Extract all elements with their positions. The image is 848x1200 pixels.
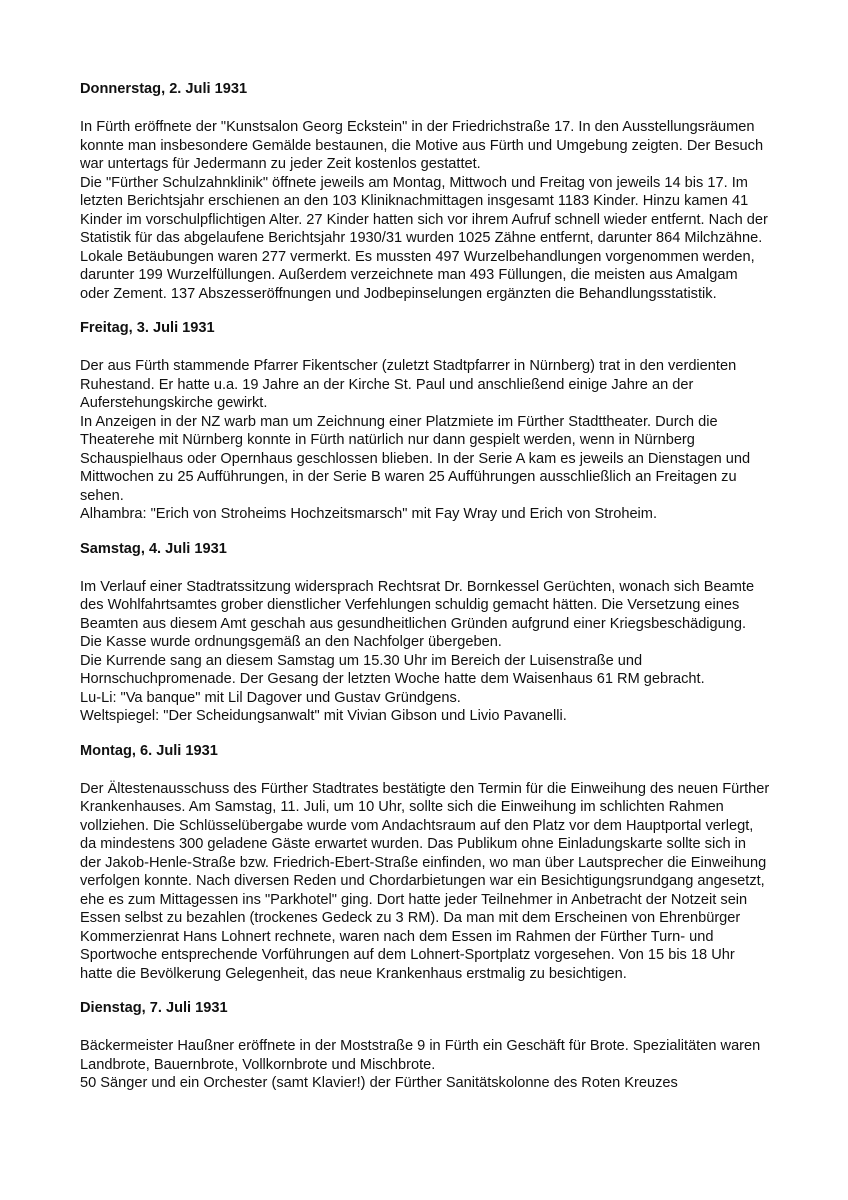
entry-date-heading: Donnerstag, 2. Juli 1931	[80, 81, 248, 97]
entry-paragraph: Alhambra: "Erich von Stroheims Hochzeitsmarsch" mit Fay Wray und Erich von Stroheim.	[80, 506, 658, 522]
diary-entry	[80, 319, 770, 524]
entry-paragraph: In Anzeigen in der NZ warb man um Zeichnung einer Platzmiete im Fürther Stadttheater. Durch die Theaterehe mit Nürnberg konnte in Fürth natürlich nur dann gespielt werden, wenn in Nürnberg Schauspielhaus oder Opernhaus geschlossen blieben. In der Serie A kam es jeweils an Dienstagen und Mittwochen zu 25 Aufführungen, in der Serie B waren 25 Aufführungen ausschließlich an Freitagen zu sehen.	[80, 413, 751, 504]
entry-body	[80, 357, 770, 524]
entry-paragraph: Die "Fürther Schulzahnklinik" öffnete jeweils am Montag, Mittwoch und Freitag von jeweils 14 bis 17. Im letzten Berichtsjahr erschienen an den 103 Kliniknachmittagen insgesamt 1183 Kinder. Hinzu kamen 41 Kinder im vorschulpflichtigen Alter. 27 Kinder hatten sich vor ihrem Aufruf schnell wieder entfernt. Nach der Statistik für das abgelaufene Berichtsjahr 1930/31 wurden 1025 Zähne entfernt, darunter 864 Milchzähne. Lokale Betäubungen waren 277 vermerkt. Es mussten 497 Wurzelbehandlungen vorgenommen werden, darunter 199 Wurzelfüllungen. Außerdem verzeichnete man 493 Füllungen, die meisten aus Amalgam oder Zement. 137 Abszesseröffnungen und Jodbepinselungen ergänzten die Behandlungsstatistik.	[80, 174, 768, 302]
entry-paragraph: 50 Sänger und ein Orchester (samt Klavier!) der Fürther Sanitätskolonne des Roten Kreuzes	[80, 1075, 678, 1091]
entry-body	[80, 118, 770, 303]
entry-paragraph: In Fürth eröffnete der "Kunstsalon Georg Eckstein" in der Friedrichstraße 17. In den Ausstellungsräumen konnte man insbesondere Gemälde bestaunen, die Motive aus Fürth und Umgebung zeigten. Der Besuch war untertags für Jedermann zu jeder Zeit kostenlos gestattet.	[80, 119, 764, 172]
entry-date-heading: Freitag, 3. Juli 1931	[80, 320, 215, 336]
diary-entry	[80, 742, 770, 984]
entry-paragraph: Lu-Li: "Va banque" mit Lil Dagover und Gustav Gründgens.	[80, 689, 461, 706]
entry-paragraph: Bäckermeister Haußner eröffnete in der Moststraße 9 in Fürth ein Geschäft für Brote. Spezialitäten waren Landbrote, Bauernbrote, Vollkornbrote und Mischbrote.	[80, 1038, 761, 1073]
entry-body	[80, 578, 770, 726]
entry-date-heading: Montag, 6. Juli 1931	[80, 742, 218, 759]
entry-date-heading: Dienstag, 7. Juli 1931	[80, 1000, 228, 1016]
entry-paragraph: Der Ältestenausschuss des Fürther Stadtrates bestätigte den Termin für die Einweihung des neuen Fürther Krankenhauses. Am Samstag, 11. Juli, um 10 Uhr, sollte sich die Einweihung im schlichten Rahmen vollziehen. Die Schlüsselübergabe wurde vom Andachtsraum auf den Platz vor dem Hauptportal verlegt, da mindestens 300 geladene Gäste erwartet wurden. Das Publikum ohne Einladungskarte sollte sich in der Jakob-Henle-Straße bzw. Friedrich-Ebert-Straße einfinden, wo man über Lautsprecher die Einweihung verfolgen konnte. Nach diversen Reden und Chordarbietungen war ein Besichtigungsrundgang angesetzt, ehe es zum Mittagessen ins "Parkhotel" ging. Dort hatte jeder Teilnehmer in Anbetracht der Notzeit sein Essen selbst zu bezahlen (trockenes Gedeck zu 3 RM). Da man mit dem Erscheinen von Ehrenbürger Kommerzienrat Hans Lohnert rechnete, waren nach dem Essen im Rahmen der Fürther Turn- und Sportwoche entsprechende Vorführungen auf dem Lohnert-Sportplatz vorgesehen. Von 15 bis 18 Uhr hatte die Bevölkerung Gelegenheit, das neue Krankenhaus erstmalig zu besichtigen.	[80, 780, 770, 982]
entry-body	[80, 1037, 770, 1093]
entry-date-heading: Samstag, 4. Juli 1931	[80, 540, 227, 557]
entry-paragraph: Der aus Fürth stammende Pfarrer Fikentscher (zuletzt Stadtpfarrer in Nürnberg) trat in den verdienten Ruhestand. Er hatte u.a. 19 Jahre an der Kirche St. Paul und anschließend einige Jahre an der Auferstehungskirche gewirkt.	[80, 358, 737, 411]
diary-entry	[80, 80, 770, 303]
diary-entry	[80, 540, 770, 726]
entry-paragraph: Die Kurrende sang an diesem Samstag um 15.30 Uhr im Bereich der Luisenstraße und Hornschuchpromenade. Der Gesang der letzten Woche hatte dem Waisenhaus 61 RM gebracht.	[80, 652, 705, 687]
entry-paragraph: Im Verlauf einer Stadtratssitzung widersprach Rechtsrat Dr. Bornkessel Gerüchten, wonach sich Beamte des Wohlfahrtsamtes grober dienstlicher Verfehlungen schuldig gemacht hätten. Die Versetzung eines Beamten aus diesem Amt geschah aus gesundheitlichen Gründen aufgrund einer Kriegsbeschädigung. Die Kasse wurde ordnungsgemäß an den Nachfolger übergeben.	[80, 578, 755, 650]
entry-body	[80, 780, 770, 984]
document-page	[80, 80, 770, 1109]
diary-entry	[80, 999, 770, 1093]
entry-paragraph: Weltspiegel: "Der Scheidungsanwalt" mit Vivian Gibson und Livio Pavanelli.	[80, 708, 567, 724]
